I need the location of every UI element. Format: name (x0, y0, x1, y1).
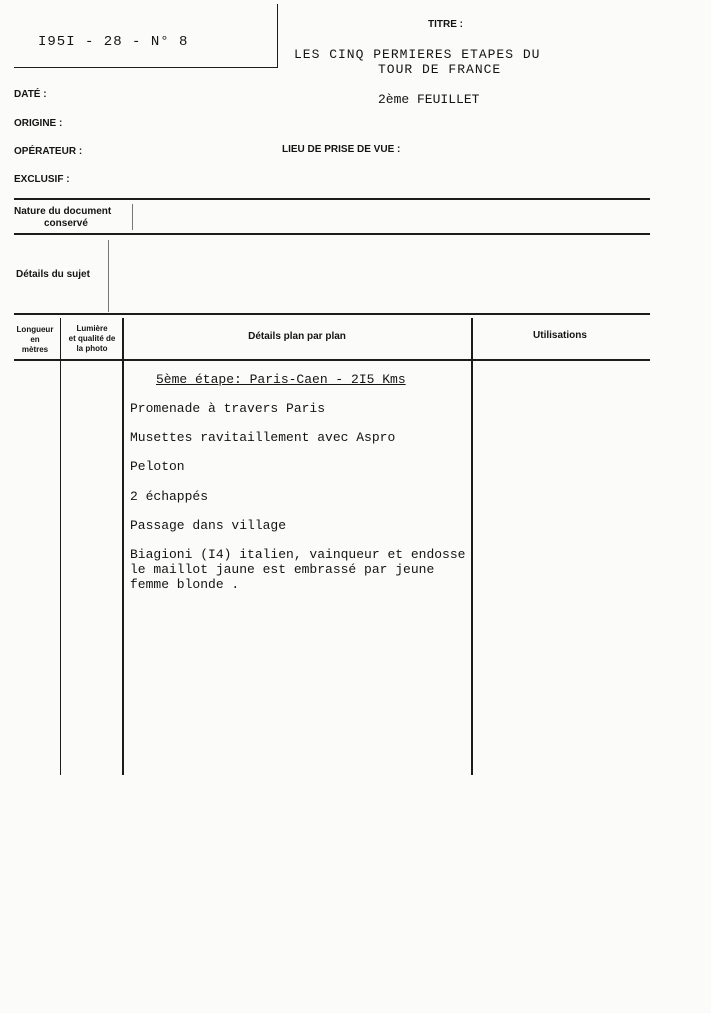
lumiere-line-1: Lumière (76, 324, 108, 333)
rule-above-nature (14, 198, 650, 200)
operateur-label: OPÉRATEUR : (14, 146, 83, 157)
titre-label: TITRE : (428, 19, 463, 30)
stage-heading: 5ème étape: Paris-Caen - 2I5 Kms (156, 372, 406, 387)
column-header-lumiere (62, 324, 122, 354)
column-header-longueur (12, 325, 58, 355)
title-line-1: LES CINQ PERMIERES ETAPES DU (294, 47, 541, 62)
longueur-line-3: mètres (21, 345, 49, 354)
column-divider-3 (471, 318, 473, 775)
nature-line-2: conservé (44, 218, 88, 229)
origine-label: ORIGINE : (14, 118, 63, 129)
shot-6-line-1: Biagioni (I4) italien, vainqueur et endosse (130, 547, 466, 562)
shot-6 (130, 547, 465, 592)
shot-1: Promenade à travers Paris (130, 401, 326, 416)
table-header-bottom-rule (14, 359, 650, 361)
shot-2: Musettes ravitaillement avec Aspro (130, 430, 396, 445)
nature-document-label (14, 206, 126, 230)
reference-box-right-rule (277, 4, 278, 68)
shot-6-line-2: le maillot jaune est embrassé par jeune (130, 562, 435, 577)
shot-6-line-3: femme blonde . (130, 577, 240, 592)
title-line-3: 2ème FEUILLET (378, 92, 480, 107)
lumiere-line-2: et qualité de (68, 334, 116, 343)
nature-line-1: Nature du document (14, 206, 112, 217)
details-sujet-label: Détails du sujet (16, 269, 90, 280)
column-header-utilisations: Utilisations (533, 330, 587, 341)
document-reference: I95I - 28 - N° 8 (38, 34, 189, 50)
shot-5: Passage dans village (130, 518, 287, 533)
reference-box-bottom-rule (14, 67, 278, 68)
longueur-line-2: en (30, 335, 40, 344)
title-line-2: TOUR DE FRANCE (378, 62, 502, 77)
details-divider (108, 240, 109, 312)
shot-3: Peloton (130, 459, 185, 474)
column-header-details-plan: Détails plan par plan (248, 331, 346, 342)
rule-below-nature (14, 233, 650, 235)
nature-divider (132, 204, 133, 230)
rule-above-table (14, 313, 650, 315)
lumiere-line-3: la photo (76, 344, 108, 353)
date-label: DATÉ : (14, 89, 47, 100)
longueur-line-1: Longueur (16, 325, 54, 334)
lieu-de-prise-de-vue-label: LIEU DE PRISE DE VUE : (282, 144, 401, 155)
column-divider-2 (122, 318, 124, 775)
column-divider-1 (60, 318, 61, 775)
exclusif-label: EXCLUSIF : (14, 174, 70, 185)
shot-4: 2 échappés (130, 489, 209, 504)
